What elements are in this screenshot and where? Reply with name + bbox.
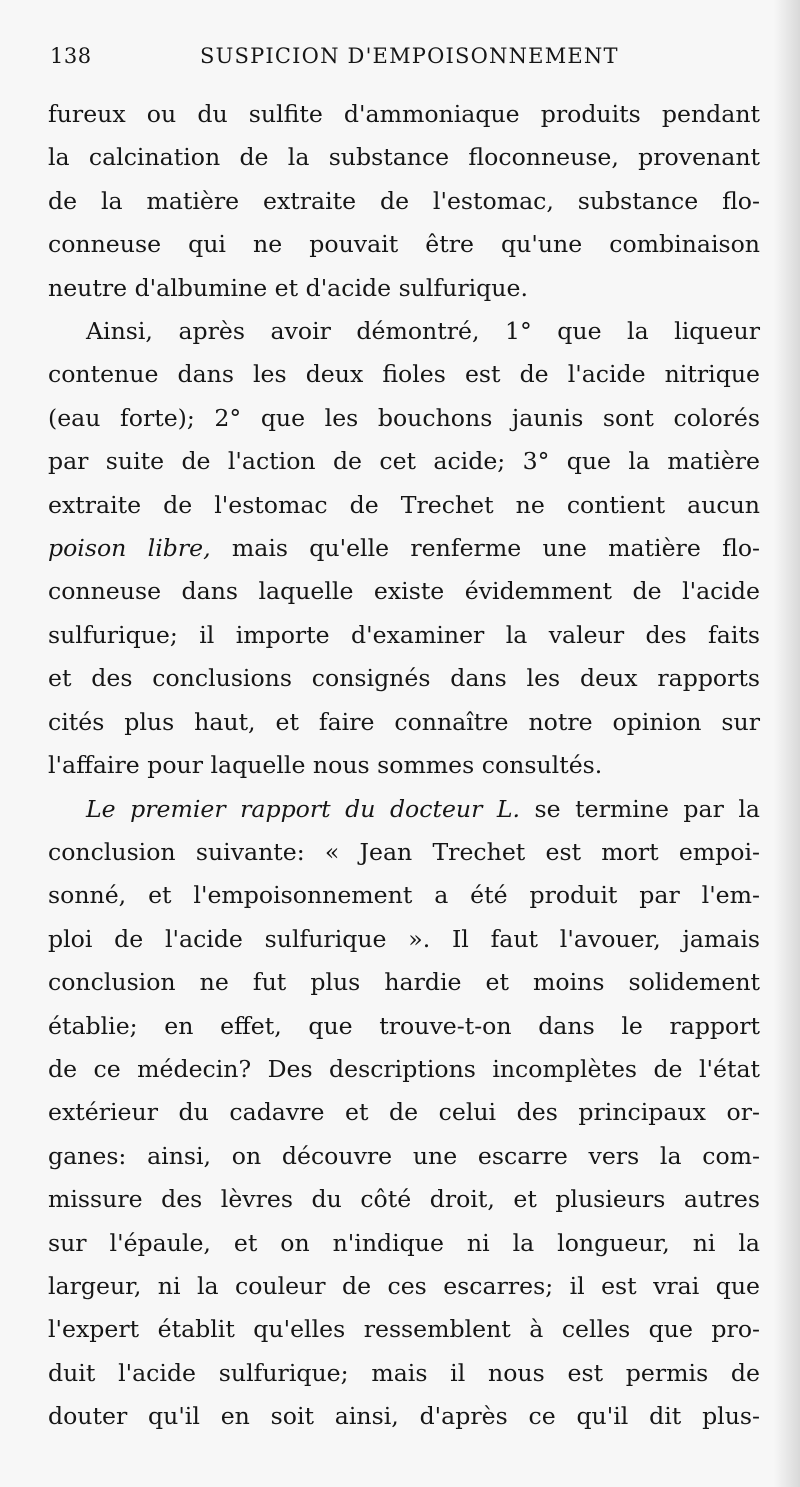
- text-line: Ainsi, après avoir démontré, 1° que la liqueur: [86, 317, 760, 346]
- text-line: contenue dans les deux fioles est de l'acide nitrique: [48, 360, 760, 389]
- text-line: sonné, et l'empoisonnement a été produit par l'em-: [48, 881, 760, 910]
- text-line: la calcination de la substance floconneuse, provenant: [48, 143, 760, 172]
- paragraph: [48, 788, 760, 1439]
- italic-text: poison libre,: [48, 534, 211, 563]
- text-line: largeur, ni la couleur de ces escarres; il est vrai que: [48, 1271, 760, 1300]
- text-line: conclusion ne fut plus hardie et moins solidement: [48, 968, 760, 997]
- page-header: [50, 44, 754, 76]
- text-line: conneuse qui ne pouvait être qu'une combinaison: [48, 230, 760, 259]
- text-line: par suite de l'action de cet acide; 3° que la matière: [48, 447, 760, 476]
- running-head: SUSPICION D'EMPOISONNEMENT: [200, 44, 619, 68]
- text-line: sulfurique; il importe d'examiner la valeur des faits: [48, 620, 760, 649]
- text-line: établie; en effet, que trouve-t-on dans le rapport: [48, 1011, 760, 1040]
- text-line: cités plus haut, et faire connaître notre opinion sur: [48, 707, 760, 736]
- page-number: 138: [50, 44, 92, 68]
- italic-text: Le premier rapport du docteur L.: [86, 794, 521, 823]
- text-line: (eau forte); 2° que les bouchons jaunis sont colorés: [48, 403, 760, 432]
- text-line: de ce médecin? Des descriptions incomplètes de l'état: [48, 1054, 760, 1083]
- text-line: extraite de l'estomac de Trechet ne contient aucun: [48, 490, 760, 519]
- text-line: extérieur du cadavre et de celui des principaux or-: [48, 1098, 760, 1127]
- text-line: poison libre, mais qu'elle renferme une matière flo-: [48, 534, 760, 563]
- text-line: et des conclusions consignés dans les deux rapports: [48, 664, 760, 693]
- text-line: l'affaire pour laquelle nous sommes consultés.: [48, 751, 603, 780]
- text-line: conneuse dans laquelle existe évidemment de l'acide: [48, 577, 760, 606]
- text-line: fureux ou du sulfite d'ammoniaque produits pendant: [48, 100, 760, 128]
- text-line: de la matière extraite de l'estomac, substance flo-: [48, 186, 760, 215]
- text-line: missure des lèvres du côté droit, et plusieurs autres: [48, 1185, 760, 1214]
- text-line: l'expert établit qu'elles ressemblent à celles que pro-: [48, 1315, 760, 1344]
- text-line: ganes: ainsi, on découvre une escarre vers la com-: [48, 1141, 760, 1170]
- text-line: neutre d'albumine et d'acide sulfurique.: [48, 273, 528, 302]
- text-line: douter qu'il en soit ainsi, d'après ce qu'il dit plus-: [48, 1402, 760, 1431]
- body-text: [48, 93, 760, 1439]
- text-line: conclusion suivante: « Jean Trechet est mort empoi-: [48, 837, 760, 866]
- text-line: sur l'épaule, et on n'indique ni la longueur, ni la: [48, 1228, 760, 1257]
- text-line: ploi de l'acide sulfurique ». Il faut l'avouer, jamais: [48, 924, 760, 953]
- text-line: Le premier rapport du docteur L. se termine par la: [86, 794, 760, 823]
- paragraph: [48, 310, 760, 787]
- paragraph: [48, 93, 760, 310]
- text-line: duit l'acide sulfurique; mais il nous est permis de: [48, 1358, 760, 1387]
